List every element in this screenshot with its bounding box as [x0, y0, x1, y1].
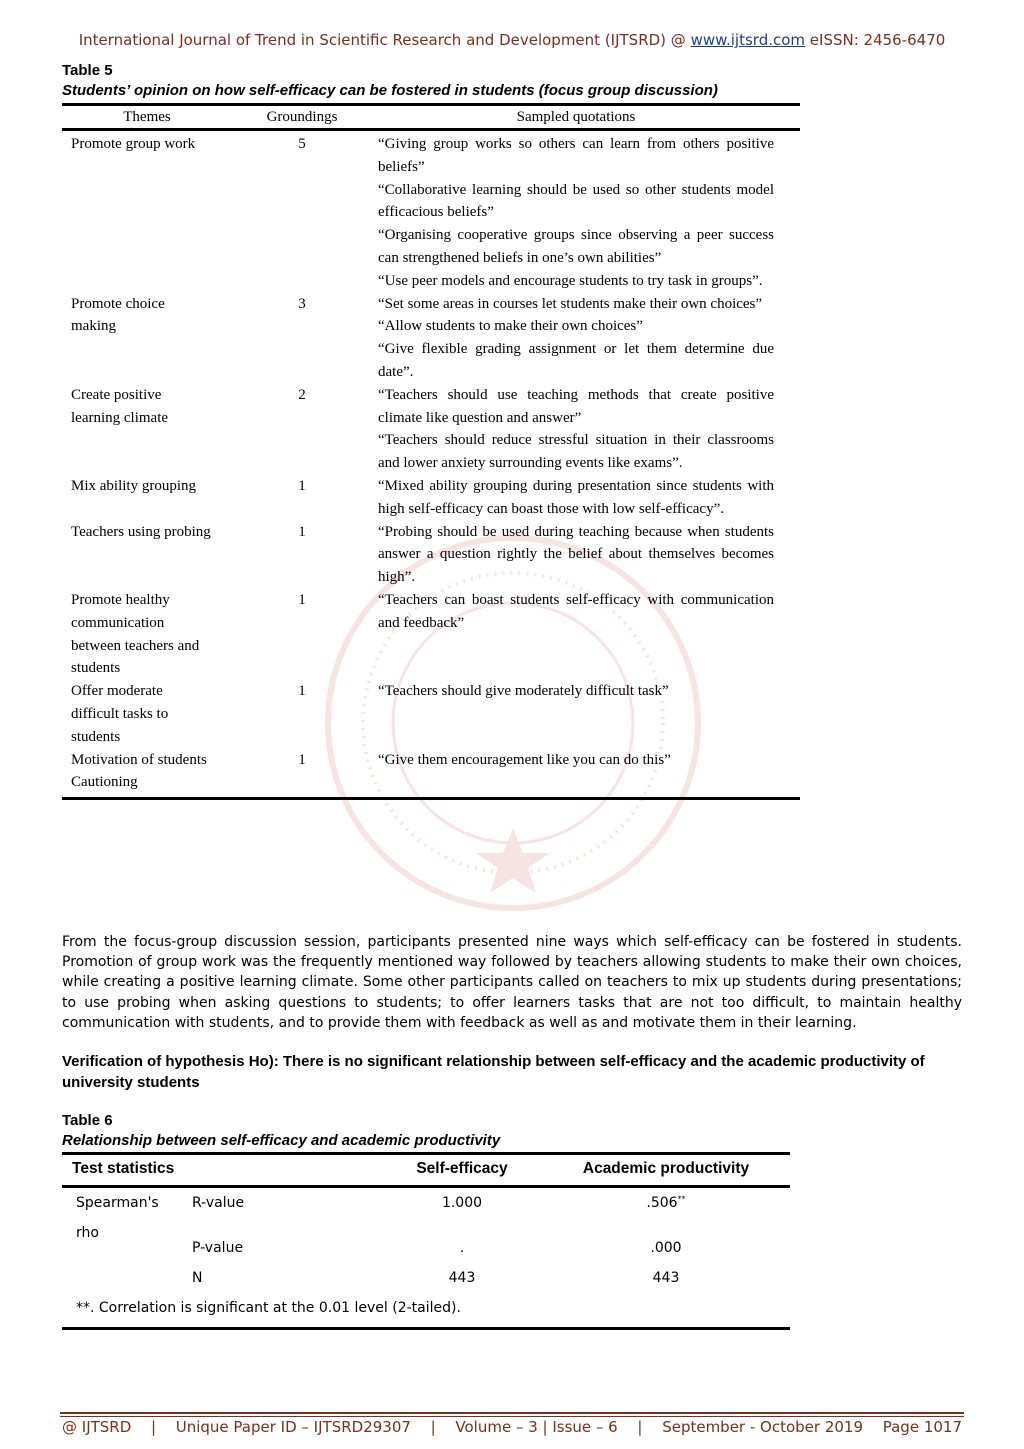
quotation: “Set some areas in courses let students make their own choices”	[378, 295, 763, 312]
theme-cell: Promote choice making	[71, 295, 165, 335]
groundings-cell: 1	[298, 477, 306, 494]
groundings-cell: 1	[298, 683, 306, 700]
self-efficacy-value: .	[459, 1240, 465, 1256]
table6	[62, 1152, 790, 1330]
table5-title: Students’ opinion on how self-efficacy can be fostered in students (focus group discussion)	[62, 82, 718, 99]
table-row	[62, 521, 800, 589]
stat-label: P-value	[192, 1240, 244, 1256]
theme-cell: Create positive learning climate	[71, 386, 169, 426]
theme-cell: Mix ability grouping	[71, 477, 196, 494]
theme-cell: Promote healthy communication between teachers and students	[71, 591, 200, 677]
groundings-cell: 2	[298, 386, 306, 403]
theme-cell: Offer moderate difficult tasks to students	[71, 683, 169, 745]
footer-rule	[60, 1416, 964, 1417]
header-issn: eISSN: 2456-6470	[805, 31, 946, 49]
footer-separator: |	[150, 1418, 157, 1436]
table5	[62, 103, 800, 800]
quotations-cell	[372, 293, 784, 384]
col-header-self-efficacy: Self-efficacy	[416, 1160, 508, 1177]
table5-label: Table 5	[62, 62, 113, 79]
theme-cell: Promote group work	[71, 136, 196, 152]
academic-productivity-value: .506**	[646, 1194, 686, 1211]
quotations-cell	[372, 475, 784, 521]
table6-footnote: **. Correlation is significant at the 0.01 level (2-tailed).	[76, 1300, 461, 1316]
stat-label: N	[192, 1270, 203, 1286]
hypothesis-heading: Verification of hypothesis Ho): There is no significant relationship between self-efficacy and the academic productivity of university students	[62, 1053, 925, 1091]
footer-separator: |	[430, 1418, 436, 1436]
groundings-cell: 1	[298, 591, 306, 608]
groundings-cell: 1	[298, 751, 306, 768]
table6-title: Relationship between self-efficacy and academic productivity	[62, 1132, 501, 1149]
col-header-quotations: Sampled quotations	[516, 109, 636, 125]
table-row	[62, 475, 800, 521]
theme-cell: Motivation of students Cautioning	[71, 751, 207, 791]
table6-header-row	[62, 1155, 790, 1185]
self-efficacy-value: 1.000	[441, 1195, 483, 1211]
col-header-academic-productivity: Academic productivity	[582, 1160, 750, 1177]
running-header	[0, 31, 1024, 49]
table5-header-row	[62, 106, 800, 128]
quotations-cell	[372, 521, 784, 589]
footer-paper-id: Unique Paper ID – IJTSRD29307	[175, 1418, 411, 1436]
groundings-cell: 3	[298, 295, 306, 312]
table-row	[62, 680, 800, 748]
quotations-cell	[372, 133, 784, 293]
table5-bottom-rule	[62, 797, 800, 800]
footer-date: September - October 2019	[662, 1418, 864, 1436]
quotation: “Use peer models and encourage students to try task in groups”.	[378, 272, 763, 289]
col-header-test-statistics: Test statistics	[72, 1160, 175, 1177]
table6-label: Table 6	[62, 1112, 113, 1129]
col-header-themes: Themes	[123, 109, 171, 125]
quotation: “Allow students to make their own choices”	[378, 318, 643, 335]
table-row	[62, 589, 800, 680]
quotation: “Give them encouragement like you can do this”	[378, 751, 671, 768]
col-header-groundings: Groundings	[266, 109, 338, 125]
self-efficacy-value: 443	[448, 1270, 476, 1286]
groundings-cell: 5	[298, 136, 306, 152]
quotation: “Mixed ability grouping during presentation since students with high self-efficacy can boast those with low self-efficacy”.	[378, 477, 774, 517]
significance-marker: **	[677, 1194, 686, 1204]
quotation: “Give flexible grading assignment or let them determine due date”.	[378, 341, 774, 380]
table5-body	[62, 131, 800, 794]
footer-journal: @ IJTSRD	[62, 1418, 132, 1436]
quotations-cell	[372, 384, 784, 475]
quotation: “Teachers should use teaching methods that create positive climate like question and answer”	[378, 386, 774, 426]
table-row	[62, 384, 800, 475]
spearman-rho-label: Spearman's rho	[76, 1195, 159, 1241]
quotations-cell	[372, 589, 784, 680]
stat-label: R-value	[192, 1195, 245, 1211]
discussion-paragraph: From the focus-group discussion session, participants presented nine ways which self-efficacy can be fostered in students. Promotion of group work was the frequently mentioned way followed by teachers allowing students to make their own choices, while creating a positive learning climate. Some other participants called on teachers to mix up students during presentations; to use probing when asking questions to students; to offer learners tasks that are not too difficult, to maintain healthy communication with students, and to provide them with feedback as well as and motivate them in their learning.	[62, 934, 962, 1031]
footer-separator: |	[637, 1418, 643, 1436]
quotation: “Teachers should reduce stressful situation in their classrooms and lower anxiety surrounding events like exams”.	[378, 432, 774, 472]
quotation: “Giving group works so others can learn from others positive beliefs”	[378, 136, 774, 175]
quotation: “Teachers can boast students self-efficacy with communication and feedback”	[378, 591, 774, 631]
quotations-cell	[372, 749, 784, 795]
header-journal-name: International Journal of Trend in Scientific Research and Development (IJTSRD) @	[78, 31, 691, 49]
footer-page: Page 1017	[882, 1418, 962, 1436]
footer-volume-issue: Volume – 3 | Issue – 6	[455, 1418, 618, 1436]
table-row	[62, 749, 800, 795]
table-row	[62, 1263, 790, 1293]
footer-rule	[60, 1412, 964, 1414]
quotation: “Teachers should give moderately difficult task”	[378, 683, 669, 700]
quotation: “Organising cooperative groups since observing a peer success can strengthened beliefs in one’s own abilities”	[378, 227, 774, 266]
table6-body	[62, 1188, 790, 1323]
academic-productivity-value: 443	[652, 1270, 680, 1286]
running-footer	[62, 1418, 962, 1436]
groundings-cell: 1	[298, 523, 306, 540]
journal-website-link[interactable]: www.ijtsrd.com	[690, 31, 806, 49]
table-row	[62, 293, 800, 384]
academic-productivity-value: .000	[650, 1240, 682, 1256]
quotation: “Collaborative learning should be used so other students model efficacious beliefs”	[378, 181, 774, 221]
quotation: “Probing should be used during teaching because when students answer a question rightly the belief about themselves becomes high”.	[378, 523, 774, 586]
theme-cell: Teachers using probing	[71, 523, 211, 540]
table-row	[62, 133, 800, 293]
quotations-cell	[372, 680, 784, 748]
table6-bottom-rule	[62, 1327, 790, 1330]
